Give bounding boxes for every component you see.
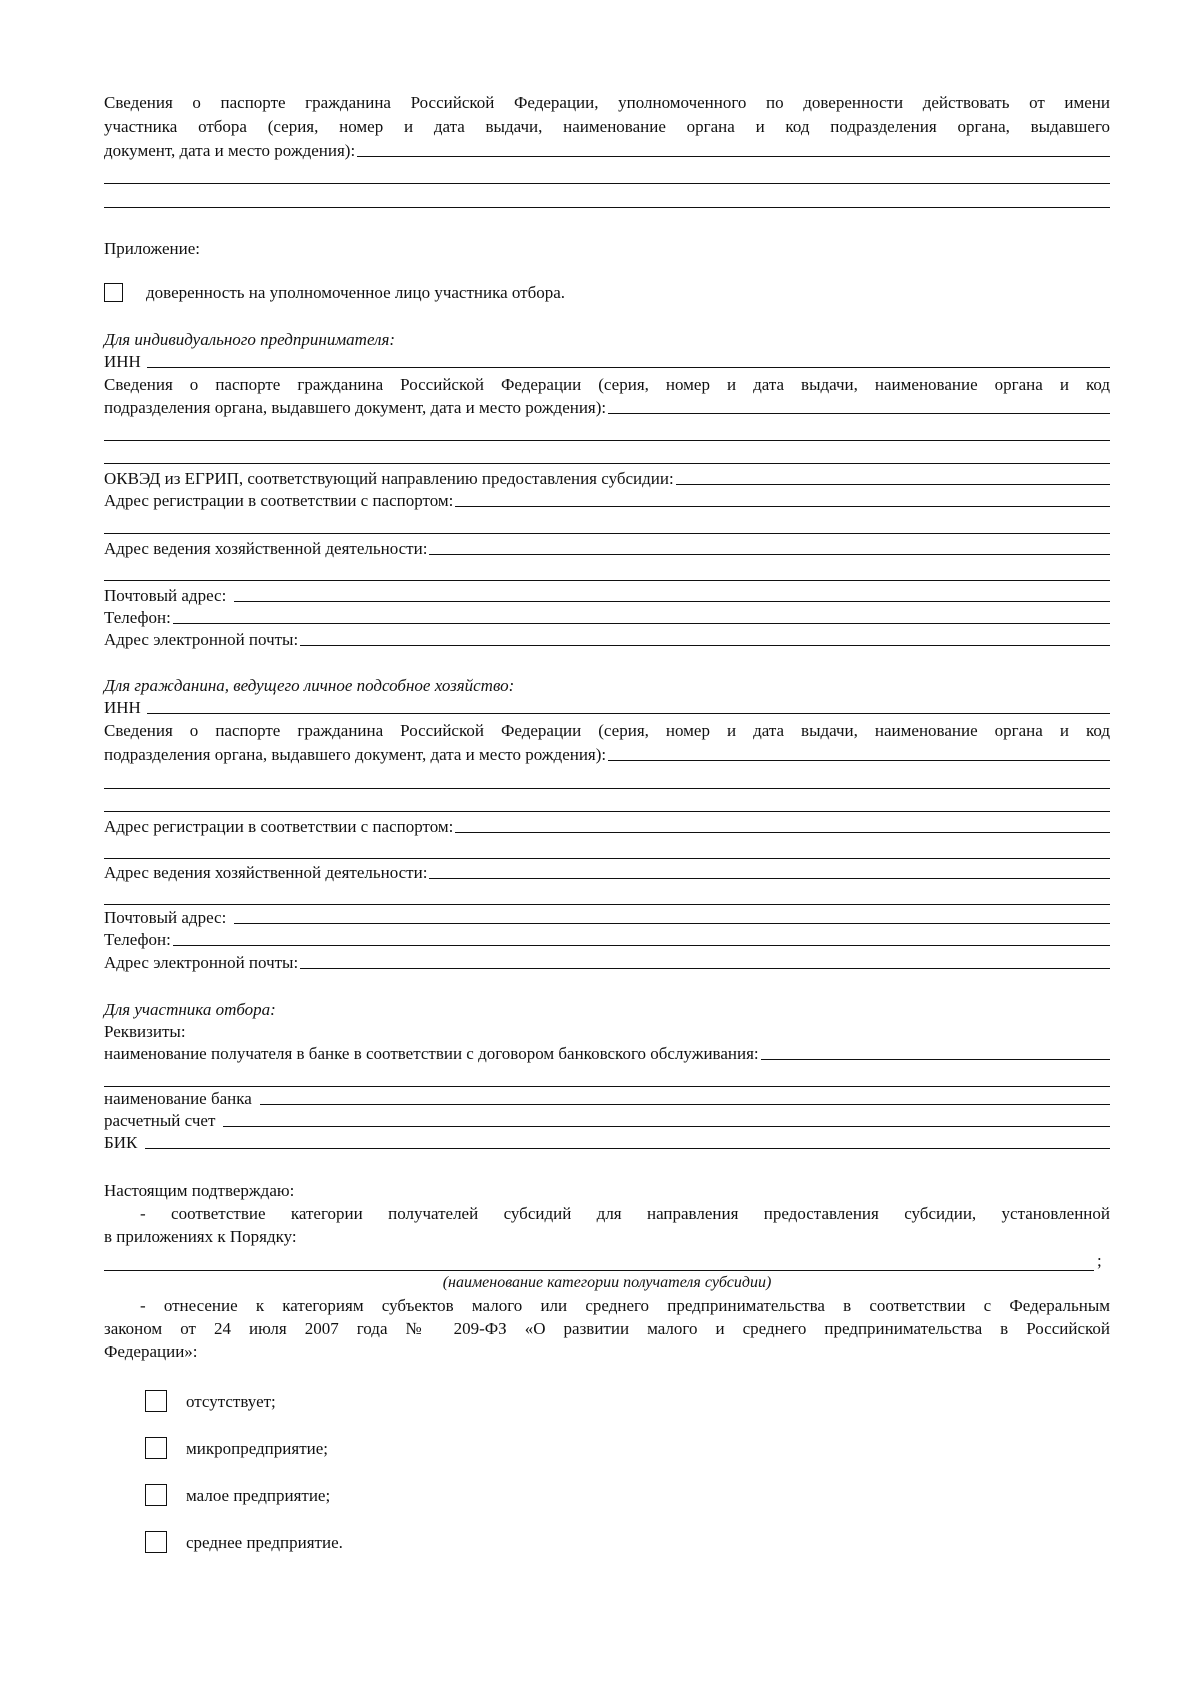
lph-postal-address-field[interactable] — [104, 907, 1110, 929]
confirm-item1-line-2: в приложениях к Порядку: — [104, 1227, 297, 1246]
bik-field[interactable] — [104, 1132, 1110, 1154]
ip-phone-label: Телефон: — [104, 608, 171, 627]
lph-email-input-line[interactable] — [300, 968, 1110, 969]
ip-passport-extra-line-1[interactable] — [104, 440, 1110, 441]
ip-phone-field[interactable] — [104, 607, 1110, 629]
lph-passport-input-line[interactable] — [608, 760, 1110, 761]
option-small-label: малое предприятие; — [186, 1486, 331, 1505]
lph-passport-field[interactable] — [104, 744, 1110, 766]
confirm-intro: Настоящим подтверждаю: — [104, 1181, 295, 1200]
lph-business-address-label: Адрес ведения хозяйственной деятельности: — [104, 863, 428, 882]
ip-business-address-field[interactable] — [104, 538, 1110, 560]
ip-passport-label: подразделения органа, выдавшего документ, дата и место рождения): — [104, 398, 607, 417]
lph-inn-input-line[interactable] — [147, 713, 1110, 714]
ip-postal-address-field[interactable] — [104, 585, 1110, 607]
lph-inn-field[interactable] — [104, 697, 1110, 719]
ip-passport-field[interactable] — [104, 397, 1110, 419]
option-medium-label: среднее предприятие. — [186, 1533, 343, 1552]
bik-input-line[interactable] — [145, 1148, 1110, 1149]
confirm-item2-line-2: законом от 24 июля 2007 года № 209-ФЗ «О развитии малого и среднего предпринимательства в Российской — [104, 1319, 1110, 1338]
ip-okved-field[interactable] — [104, 468, 1110, 490]
lph-heading: Для гражданина, ведущего личное подсобное хозяйство: — [104, 676, 515, 695]
power-of-attorney-label: доверенность на уполномоченное лицо участника отбора. — [146, 283, 566, 302]
option-medium-checkbox[interactable] — [145, 1531, 167, 1553]
option-none-label: отсутствует; — [186, 1392, 276, 1411]
lph-reg-address-label: Адрес регистрации в соответствии с паспортом: — [104, 817, 454, 836]
ip-inn-field[interactable] — [104, 351, 1110, 373]
category-name-input-line[interactable] — [104, 1270, 1094, 1271]
lph-business-address-extra-line[interactable] — [104, 904, 1110, 905]
lph-passport-extra-line-2[interactable] — [104, 811, 1110, 812]
lph-email-field[interactable] — [104, 952, 1110, 974]
account-input-line[interactable] — [223, 1126, 1110, 1127]
lph-inn-label: ИНН — [104, 698, 141, 717]
ip-reg-address-input-line[interactable] — [455, 506, 1110, 507]
lph-business-address-field[interactable] — [104, 862, 1110, 884]
ip-business-address-extra-line[interactable] — [104, 580, 1110, 581]
ip-inn-label: ИНН — [104, 352, 141, 371]
rep-passport-input-line[interactable] — [357, 156, 1110, 157]
bank-name-input-line[interactable] — [260, 1104, 1110, 1105]
lph-phone-label: Телефон: — [104, 930, 171, 949]
ip-reg-address-label: Адрес регистрации в соответствии с паспортом: — [104, 491, 454, 510]
lph-passport-line-1: Сведения о паспорте гражданина Российской Федерации (серия, номер и дата выдачи, наименование органа и код — [104, 721, 1110, 740]
rep-passport-line-2: участника отбора (серия, номер и дата выдачи, наименование органа и код подразделения органа, выдавшего — [104, 117, 1110, 136]
lph-reg-address-field[interactable] — [104, 816, 1110, 838]
ip-reg-address-extra-line[interactable] — [104, 533, 1110, 534]
account-field[interactable] — [104, 1110, 1110, 1132]
lph-postal-address-label: Почтовый адрес: — [104, 908, 227, 927]
recipient-name-extra-line[interactable] — [104, 1086, 1110, 1087]
lph-business-address-input-line[interactable] — [429, 878, 1110, 879]
ip-okved-label: ОКВЭД из ЕГРИП, соответствующий направлению предоставления субсидии: — [104, 469, 674, 488]
ip-reg-address-field[interactable] — [104, 490, 1110, 512]
attachment-label: Приложение: — [104, 239, 200, 258]
lph-phone-field[interactable] — [104, 929, 1110, 951]
ip-okved-input-line[interactable] — [676, 484, 1110, 485]
option-none-checkbox[interactable] — [145, 1390, 167, 1412]
rep-passport-extra-line-2[interactable] — [104, 207, 1110, 208]
rep-passport-label: документ, дата и место рождения): — [104, 141, 356, 160]
ip-business-address-label: Адрес ведения хозяйственной деятельности: — [104, 539, 428, 558]
confirm-item2-line-3: Федерации»: — [104, 1342, 198, 1361]
requisites-label: Реквизиты: — [104, 1022, 186, 1041]
lph-passport-extra-line-1[interactable] — [104, 788, 1110, 789]
rep-passport-line-1: Сведения о паспорте гражданина Российской Федерации, уполномоченного по доверенности действовать от имени — [104, 93, 1110, 112]
rep-passport-extra-line-1[interactable] — [104, 183, 1110, 184]
recipient-name-field[interactable] — [104, 1043, 1110, 1065]
lph-email-label: Адрес электронной почты: — [104, 953, 299, 972]
confirm-item2-line-1: - отнесение к категориям субъектов малого или среднего предпринимательства в соответствии с Федеральным — [140, 1296, 1110, 1315]
category-caption: (наименование категории получателя субсидии) — [442, 1274, 772, 1291]
ip-business-address-input-line[interactable] — [429, 554, 1110, 555]
recipient-name-label: наименование получателя в банке в соответствии с договором банковского обслуживания: — [104, 1044, 759, 1063]
participant-heading: Для участника отбора: — [104, 1000, 276, 1019]
ip-passport-extra-line-2[interactable] — [104, 463, 1110, 464]
ip-passport-input-line[interactable] — [608, 413, 1110, 414]
ip-postal-address-label: Почтовый адрес: — [104, 586, 227, 605]
power-of-attorney-checkbox[interactable] — [104, 283, 123, 302]
ip-email-input-line[interactable] — [300, 645, 1110, 646]
lph-postal-address-input-line[interactable] — [234, 923, 1110, 924]
category-semicolon: ; — [1097, 1251, 1102, 1270]
lph-passport-label: подразделения органа, выдавшего документ, дата и место рождения): — [104, 745, 607, 764]
option-micro-checkbox[interactable] — [145, 1437, 167, 1459]
lph-phone-input-line[interactable] — [173, 945, 1110, 946]
bik-label: БИК — [104, 1133, 138, 1152]
ip-email-field[interactable] — [104, 629, 1110, 651]
ip-passport-line-1: Сведения о паспорте гражданина Российской Федерации (серия, номер и дата выдачи, наименование органа и код — [104, 375, 1110, 394]
bank-name-field[interactable] — [104, 1088, 1110, 1110]
account-label: расчетный счет — [104, 1111, 216, 1130]
option-small-checkbox[interactable] — [145, 1484, 167, 1506]
confirm-item1-line-1: - соответствие категории получателей субсидий для направления предоставления субсидии, установленной — [140, 1204, 1110, 1223]
ip-phone-input-line[interactable] — [173, 623, 1110, 624]
rep-passport-field[interactable] — [104, 140, 1110, 162]
lph-reg-address-extra-line[interactable] — [104, 858, 1110, 859]
ip-heading: Для индивидуального предпринимателя: — [104, 330, 396, 349]
lph-reg-address-input-line[interactable] — [455, 832, 1110, 833]
ip-postal-address-input-line[interactable] — [234, 601, 1110, 602]
bank-name-label: наименование банка — [104, 1089, 252, 1108]
option-micro-label: микропредприятие; — [186, 1439, 328, 1458]
recipient-name-input-line[interactable] — [761, 1059, 1110, 1060]
ip-email-label: Адрес электронной почты: — [104, 630, 299, 649]
ip-inn-input-line[interactable] — [147, 367, 1110, 368]
